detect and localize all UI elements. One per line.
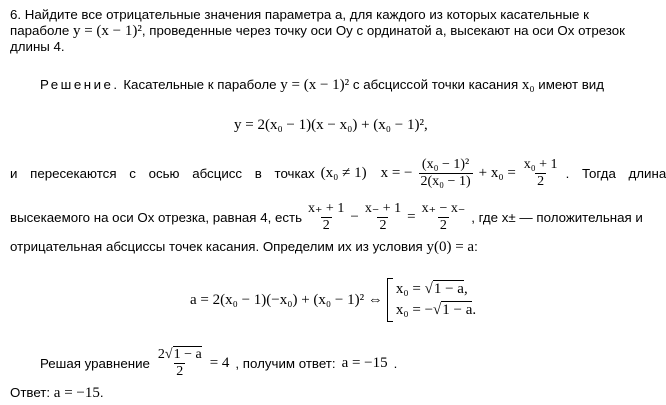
x-result-fraction: [522, 158, 560, 189]
length-fraction-1: [306, 202, 346, 233]
problem-line-2: [10, 24, 625, 39]
parabola-formula: y = (x − 1)²: [72, 23, 142, 39]
condition: (x₀ ≠ 1): [320, 165, 367, 181]
solving-line: [40, 348, 397, 379]
length-fraction-3-denominator: 2: [439, 218, 447, 233]
condition-formula: y(0) = a: [426, 239, 475, 255]
solving-text-b: , получим ответ:: [235, 355, 336, 371]
solving-text: Решая уравнение: [40, 355, 150, 371]
system-row-2: x₀ = −√1 − a.: [395, 302, 477, 318]
x-result-numerator: x₀ + 1: [523, 157, 558, 172]
system-row-2-end: .: [472, 302, 477, 318]
length-text: высекаемого на оси Ox отрезка, равная 4, есть: [10, 209, 303, 225]
system-row-1: x₀ = √1 − a,: [395, 281, 468, 297]
system-bracket: [387, 278, 393, 322]
tangent-equation: y = 2(x₀ − 1)(x − x₀) + (x₀ − 1)²,: [234, 117, 428, 133]
system-row-1-lhs: x₀ =: [395, 281, 421, 297]
answer-value: a = −15: [53, 385, 100, 401]
system-row-1-end: ,: [463, 281, 468, 297]
length-fraction-1-numerator: x₊ + 1: [308, 201, 345, 216]
solve-denominator: 2: [176, 364, 184, 379]
intersection-text: и пересекаются с осью абсцисс в точках: [10, 165, 315, 181]
solving-end: .: [393, 355, 398, 371]
solve-numerator: 2√1 − a: [157, 347, 202, 362]
system-line: [190, 278, 476, 322]
solution-line-1-b: с абсциссой точки касания: [352, 77, 519, 92]
system-lhs: a = 2(x₀ − 1)(−x₀) + (x₀ − 1)² ⇔: [190, 291, 383, 308]
system-row-1-radicand: 1 − a: [433, 281, 464, 297]
problem-line-2-end: , проведенные через точку оси Oy с ординатой a, высекают на оси Ox отрезок: [141, 23, 625, 38]
solution-line-1: [40, 78, 604, 93]
solve-fraction: [156, 348, 204, 379]
solve-radicand: 1 − a: [173, 347, 202, 362]
then-text: . Тогда длина: [565, 165, 666, 181]
x-fraction-numerator: (x₀ − 1)²: [421, 157, 470, 172]
tangency-variable: x₀: [521, 77, 535, 93]
x-fraction-denominator: 2(x₀ − 1): [420, 174, 471, 189]
x-result-denominator: 2: [537, 174, 545, 189]
solving-answer: a = −15: [341, 355, 388, 371]
x-plus: + x₀ =: [478, 165, 516, 181]
answer-line: [10, 386, 104, 401]
x-fraction: [419, 158, 473, 189]
system-row-2-lhs: x₀ = −: [395, 302, 434, 318]
length-equals: =: [407, 209, 416, 225]
solution-parabola-formula: y = (x − 1)²: [280, 77, 350, 93]
length-minus: −: [350, 209, 359, 225]
length-fraction-3: [420, 202, 468, 233]
solution-line-1-a: Касательные к параболе: [123, 77, 277, 92]
answer-end: .: [99, 385, 104, 400]
length-fraction-2: [363, 202, 403, 233]
abscissas-line: [10, 240, 478, 255]
length-text-end: , где x± — положительная и: [471, 209, 643, 225]
solve-numerator-coef: 2: [157, 347, 165, 362]
condition-end: :: [474, 239, 478, 254]
intersection-line: [10, 158, 666, 189]
system-row-2-radicand: 1 − a: [442, 302, 473, 318]
answer-label: Ответ:: [10, 385, 51, 400]
abscissas-text: отрицательная абсциссы точек касания. Определим их из условия: [10, 239, 423, 254]
problem-line-3: длины 4.: [10, 39, 65, 54]
solution-label: Решение.: [40, 77, 120, 92]
length-fraction-1-denominator: 2: [322, 218, 330, 233]
length-line: [10, 202, 643, 233]
length-fraction-2-denominator: 2: [379, 218, 387, 233]
problem-line-1: 6. Найдите все отрицательные значения параметра a, для каждого из которых касательные к: [10, 7, 589, 22]
problem-line-2-start: параболе: [10, 23, 70, 38]
length-fraction-2-numerator: x₋ + 1: [364, 201, 402, 216]
length-fraction-3-numerator: x₊ − x₋: [421, 201, 466, 216]
system-of-solutions: [387, 278, 476, 322]
solution-line-1-c: имеют вид: [538, 77, 604, 92]
solve-equals: = 4: [209, 355, 230, 371]
x-equation-lhs: x = −: [380, 165, 413, 181]
